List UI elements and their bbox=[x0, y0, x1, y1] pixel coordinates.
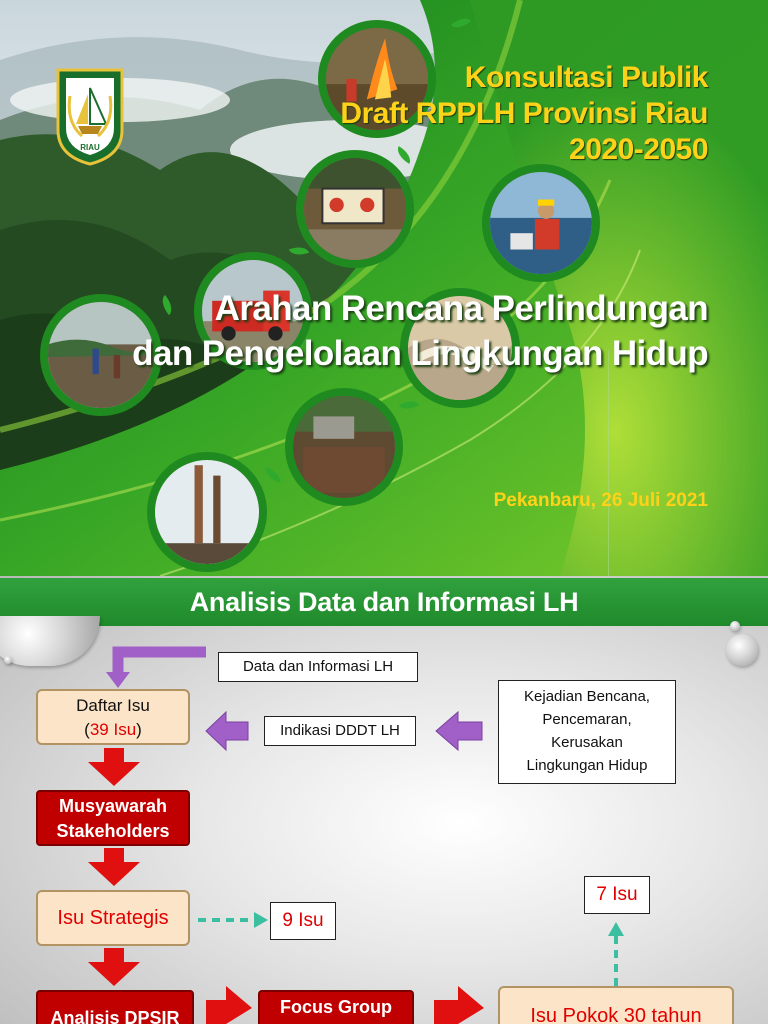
kejadian-line: Kejadian Bencana, bbox=[524, 688, 650, 705]
riau-logo bbox=[56, 66, 124, 166]
slide-title: Analisis Data dan Informasi LH bbox=[189, 587, 579, 617]
daftar-isu-box bbox=[36, 689, 190, 745]
nine-isu-box bbox=[270, 902, 336, 940]
focus-group-box bbox=[258, 990, 414, 1024]
kejadian-line: Lingkungan Hidup bbox=[526, 757, 648, 774]
analisis-dpsir-label: Analisis DPSIR bbox=[50, 1008, 180, 1024]
data-informasi-box bbox=[218, 652, 418, 682]
kejadian-box bbox=[498, 680, 676, 784]
drainage-photo bbox=[285, 388, 403, 506]
isu-strategis-box bbox=[36, 890, 190, 946]
cover-title-line3: 2020-2050 bbox=[569, 133, 708, 166]
data-informasi-label: Data dan Informasi LH bbox=[242, 658, 394, 675]
musyawarah-line2: Stakeholders bbox=[56, 821, 170, 841]
daftar-isu-count: 39 Isu bbox=[89, 720, 137, 739]
daftar-isu-count-line: (39 Isu) bbox=[84, 720, 142, 739]
indikasi-dddt-box bbox=[264, 716, 416, 746]
cover-title-line1: Konsultasi Publik bbox=[464, 61, 708, 94]
cover-title-line2: Draft RPPLH Provinsi Riau bbox=[340, 97, 708, 130]
musyawarah-box bbox=[36, 790, 190, 846]
kejadian-line: Kerusakan bbox=[551, 734, 623, 751]
cover-subtitle-line2: dan Pengelolaan Lingkungan Hidup bbox=[132, 334, 708, 373]
focus-group-label: Focus Group bbox=[280, 997, 392, 1017]
isu-strategis-label: Isu Strategis bbox=[57, 907, 169, 929]
indikasi-dddt-label: Indikasi DDDT LH bbox=[280, 722, 400, 739]
divider-line bbox=[608, 350, 609, 576]
isu-pokok-label: Isu Pokok 30 tahun bbox=[530, 1005, 702, 1024]
daftar-isu-label: Daftar Isu bbox=[76, 696, 150, 715]
cover-subtitle-line1: Arahan Rencana Perlindungan bbox=[214, 289, 708, 328]
worker-sea-photo bbox=[482, 164, 600, 282]
kejadian-line: Pencemaran, bbox=[542, 711, 632, 728]
musyawarah-line1: Musyawarah bbox=[58, 796, 168, 816]
seven-isu-box bbox=[584, 876, 650, 914]
analysis-slide bbox=[0, 576, 768, 1024]
chimney-photo bbox=[147, 452, 267, 572]
cover-date: Pekanbaru, 26 Juli 2021 bbox=[493, 490, 708, 511]
isu-pokok-box bbox=[498, 986, 734, 1024]
analisis-dpsir-box bbox=[36, 990, 194, 1024]
warning-sign-photo bbox=[296, 150, 414, 268]
svg-text:RIAU: RIAU bbox=[80, 143, 100, 152]
nine-isu-label: 9 Isu bbox=[282, 910, 324, 931]
seven-isu-label: 7 Isu bbox=[596, 884, 638, 905]
